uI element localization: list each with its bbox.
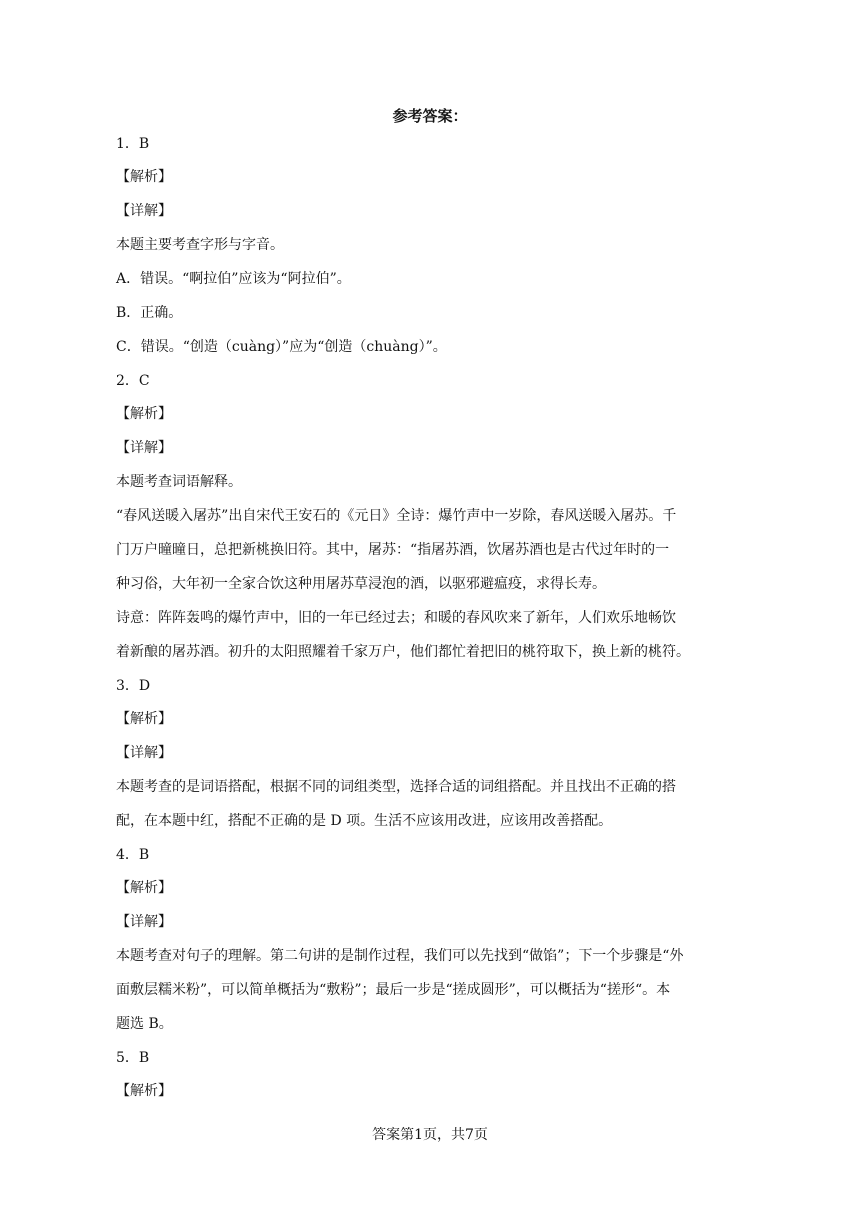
answer-number-1: 1．B: [116, 136, 150, 152]
answer-number-2: 2．C: [116, 373, 150, 389]
explanation-line: “春风送暖入屠苏”出自宋代王安石的《元日》全诗：爆竹声中一岁除，春风送暖入屠苏。千: [116, 508, 677, 524]
section-label-detail: 【详解】: [116, 203, 172, 219]
page-title: 参考答案：: [392, 107, 468, 125]
explanation-line: 配，在本题中红，搭配不正确的是 D 项。生活不应该用改进，应该用改善搭配。: [116, 813, 613, 829]
explanation-line: 面敷层糯米粉”，可以简单概括为“敷粉”；最后一步是“搓成圆形”，可以概括为“搓形“。本: [116, 982, 671, 998]
section-label-analysis: 【解析】: [116, 169, 172, 185]
section-label-detail: 【详解】: [116, 745, 172, 761]
section-label-detail: 【详解】: [116, 440, 172, 456]
explanation-line: 题选 B。: [116, 1016, 173, 1032]
explanation-line: 本题考查的是词语搭配，根据不同的词组类型，选择合适的词组搭配。并且找出不正确的搭: [116, 779, 676, 795]
section-label-analysis: 【解析】: [116, 880, 172, 896]
explanation-line: C．错误。“创造（cuàng）”应为“创造（chuàng）”。: [116, 339, 447, 355]
section-label-detail: 【详解】: [116, 914, 172, 930]
explanation-line: 本题考查词语解释。: [116, 474, 242, 490]
section-label-analysis: 【解析】: [116, 711, 172, 727]
explanation-line: 诗意：阵阵轰鸣的爆竹声中，旧的一年已经过去；和暖的春风吹来了新年，人们欢乐地畅饮: [116, 610, 676, 626]
explanation-line: B．正确。: [116, 305, 183, 321]
answer-number-3: 3．D: [116, 678, 151, 694]
section-label-analysis: 【解析】: [116, 1083, 172, 1099]
answer-number-5: 5．B: [116, 1050, 150, 1066]
explanation-line: 门万户曈曈日，总把新桃换旧符。其中，屠苏：“指屠苏酒，饮屠苏酒也是古代过年时的一: [116, 542, 670, 558]
explanation-line: 种习俗，大年初一全家合饮这种用屠苏草浸泡的酒，以驱邪避瘟疫，求得长寿。: [116, 576, 606, 592]
explanation-line: 本题主要考查字形与字音。: [116, 237, 284, 253]
explanation-line: A．错误。“啊拉伯”应该为“阿拉伯”。: [116, 271, 351, 287]
answer-number-4: 4．B: [116, 847, 150, 863]
section-label-analysis: 【解析】: [116, 406, 172, 422]
explanation-line: 着新酿的屠苏酒。初升的太阳照耀着千家万户，他们都忙着把旧的桃符取下，换上新的桃符。: [116, 644, 690, 660]
page-footer: 答案第1页，共7页: [372, 1127, 488, 1143]
explanation-line: 本题考查对句子的理解。第二句讲的是制作过程，我们可以先找到“做馅”；下一个步骤是“外: [116, 948, 684, 964]
